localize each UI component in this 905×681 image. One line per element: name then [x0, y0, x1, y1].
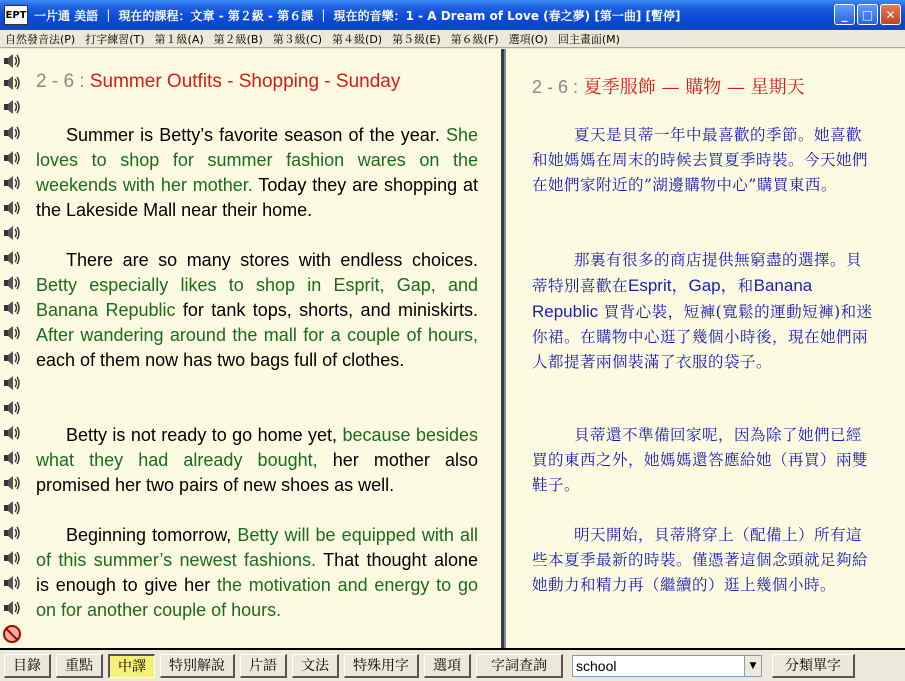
speaker-icon[interactable]: [2, 373, 24, 393]
menu-level-3[interactable]: 第３級(C): [272, 32, 323, 46]
speaker-icon[interactable]: [2, 198, 24, 218]
speaker-icon[interactable]: [2, 51, 24, 71]
speaker-icon[interactable]: [2, 548, 24, 568]
speaker-icon[interactable]: [2, 223, 24, 243]
speaker-icon[interactable]: [2, 323, 24, 343]
phrases-button[interactable]: 片語: [240, 654, 287, 678]
text: 那裏有很多的商店提供無窮盡的選擇。貝蒂特別喜歡在: [532, 251, 863, 295]
speaker-icon[interactable]: [2, 498, 24, 518]
speaker-icon[interactable]: [2, 97, 24, 117]
sentence[interactable]: Beginning tomorrow,: [66, 525, 238, 545]
speaker-icon[interactable]: [2, 148, 24, 168]
maximize-icon: □: [861, 7, 874, 22]
english-pane: [0, 49, 499, 648]
speaker-icon[interactable]: [2, 598, 24, 618]
english-paragraph-4: [36, 523, 478, 623]
lesson-number: 2 - 6 :: [36, 71, 85, 92]
english-paragraph-2: [36, 248, 478, 373]
sentence[interactable]: each of them now has two bags full of clothes.: [36, 350, 405, 370]
text: 買背心裝，短褲(寬鬆的運動短褲)和迷你裙。在購物中心逛了幾個小時後，現在她們兩人都提著兩個裝滿了衣服的袋子。: [532, 303, 873, 371]
sentence[interactable]: Today they are shopping at the Lakeside Mall near their home.: [36, 175, 478, 220]
sentence-highlight[interactable]: the motivation and energy to go on for another couple of hours.: [36, 575, 478, 620]
sentence[interactable]: her mother also promised her two pairs of new shoes as well.: [36, 450, 478, 495]
speaker-icon[interactable]: [2, 273, 24, 293]
options-button[interactable]: 選項: [424, 654, 471, 678]
sentence-highlight[interactable]: because besides what they had already bought,: [36, 425, 478, 470]
menu-level-5[interactable]: 第５級(E): [392, 32, 441, 46]
maximize-button[interactable]: [857, 4, 878, 25]
search-input[interactable]: school: [576, 657, 617, 674]
sentence-highlight[interactable]: Betty especially likes to shop in Esprit, Gap, and Banana Republic: [36, 275, 478, 320]
menu-typing[interactable]: 打字練習(T): [85, 32, 145, 46]
sentence[interactable]: There are so many stores with endless choices.: [66, 250, 478, 270]
speaker-icon[interactable]: [2, 298, 24, 318]
chinese-paragraph-4: 明天開始，貝蒂將穿上（配備上）所有這些本夏季最新的時裝。僅憑著這個念頭就足夠給她動力和精力再（繼續的）逛上幾個小時。: [532, 526, 869, 594]
pane-splitter[interactable]: [499, 49, 508, 648]
sentence[interactable]: Summer is Betty’s favorite season of the year.: [66, 125, 446, 145]
text: Banana Republic: [532, 276, 813, 321]
chinese-paragraph-2: [532, 248, 874, 375]
classify-words-button[interactable]: 分類單字: [772, 654, 855, 678]
speaker-icon[interactable]: [2, 123, 24, 143]
speaker-icon[interactable]: [2, 398, 24, 418]
translation-button[interactable]: 中譯: [108, 654, 155, 678]
lesson-number: 2 - 6 :: [532, 77, 579, 97]
menu-home[interactable]: 回主畫面(M): [557, 32, 620, 46]
speaker-icon[interactable]: [2, 448, 24, 468]
sentence[interactable]: That thought alone is enough to give her: [36, 550, 479, 595]
app-logo-icon: EPT: [4, 5, 28, 25]
lesson-name: Summer Outfits - Shopping - Sunday: [89, 71, 401, 92]
sentence-highlight[interactable]: She loves to shop for summer fashion wares on the weekends with her mother.: [36, 125, 478, 195]
chevron-down-icon[interactable]: ▼: [744, 656, 761, 676]
minimize-icon: _: [841, 7, 848, 22]
english-lesson-title: [36, 71, 400, 93]
window-title: 一片通 美語 ｜ 現在的課程：文章 - 第２級 - 第６課 ｜ 現在的音樂：1 - A Dream of Love (春之夢) [第一曲] [暫停]: [34, 8, 681, 23]
speaker-column: [0, 49, 28, 648]
lesson-name: 夏季服飾 — 購物 — 星期天: [583, 77, 805, 98]
text: Esprit，Gap，: [628, 276, 738, 295]
close-button[interactable]: [880, 4, 901, 25]
speaker-icon[interactable]: [2, 173, 24, 193]
chinese-pane: [508, 49, 905, 648]
english-paragraph-3: [36, 423, 478, 498]
menu-phonics[interactable]: 自然發音法(P): [5, 32, 76, 46]
title-bar: [0, 0, 905, 30]
text: 和: [737, 277, 754, 295]
chinese-paragraph-3: 貝蒂還不準備回家呢，因為除了她們已經買的東西之外，她媽媽還答應給她（再買）兩雙鞋子。: [532, 426, 869, 494]
chinese-paragraph-1: 夏天是貝蒂一年中最喜歡的季節。她喜歡和她媽媽在周末的時候去買夏季時裝。今天她們在她們家附近的”湖邊購物中心”購買東西。: [532, 126, 869, 194]
english-paragraph-1: [36, 123, 478, 223]
menu-level-2[interactable]: 第２級(B): [213, 32, 263, 46]
contents-button[interactable]: 目錄: [4, 654, 51, 678]
speaker-icon[interactable]: [2, 73, 24, 93]
sentence-highlight[interactable]: After wandering around the mall for a couple of hours,: [36, 325, 478, 345]
key-points-button[interactable]: 重點: [56, 654, 103, 678]
grammar-button[interactable]: 文法: [292, 654, 339, 678]
sentence[interactable]: Betty is not ready to go home yet,: [66, 425, 343, 445]
menu-level-6[interactable]: 第６級(F): [450, 32, 499, 46]
stop-icon[interactable]: [3, 625, 21, 643]
content-area: [0, 49, 905, 648]
speaker-icon[interactable]: [2, 248, 24, 268]
speaker-icon[interactable]: [2, 473, 24, 493]
speaker-icon[interactable]: [2, 423, 24, 443]
menu-options[interactable]: 選項(O): [508, 32, 548, 46]
special-explanation-button[interactable]: 特別解說: [160, 654, 235, 678]
menu-level-4[interactable]: 第４級(D): [332, 32, 383, 46]
menu-bar: [0, 30, 905, 48]
special-words-button[interactable]: 特殊用字: [344, 654, 419, 678]
chinese-lesson-title: [532, 73, 805, 99]
speaker-icon[interactable]: [2, 348, 24, 368]
search-combobox[interactable]: [572, 655, 762, 677]
speaker-icon[interactable]: [2, 573, 24, 593]
speaker-icon[interactable]: [2, 523, 24, 543]
minimize-button[interactable]: [834, 4, 855, 25]
menu-level-1[interactable]: 第１級(A): [154, 32, 204, 46]
word-lookup-button[interactable]: 字詞查詢: [476, 654, 563, 678]
close-icon: ✕: [885, 7, 896, 22]
bottom-toolbar: [0, 648, 905, 681]
sentence-highlight[interactable]: Betty will be equipped with all of this summer’s newest fashions.: [36, 525, 478, 570]
sentence[interactable]: for tank tops, shorts, and miniskirts.: [175, 300, 478, 320]
